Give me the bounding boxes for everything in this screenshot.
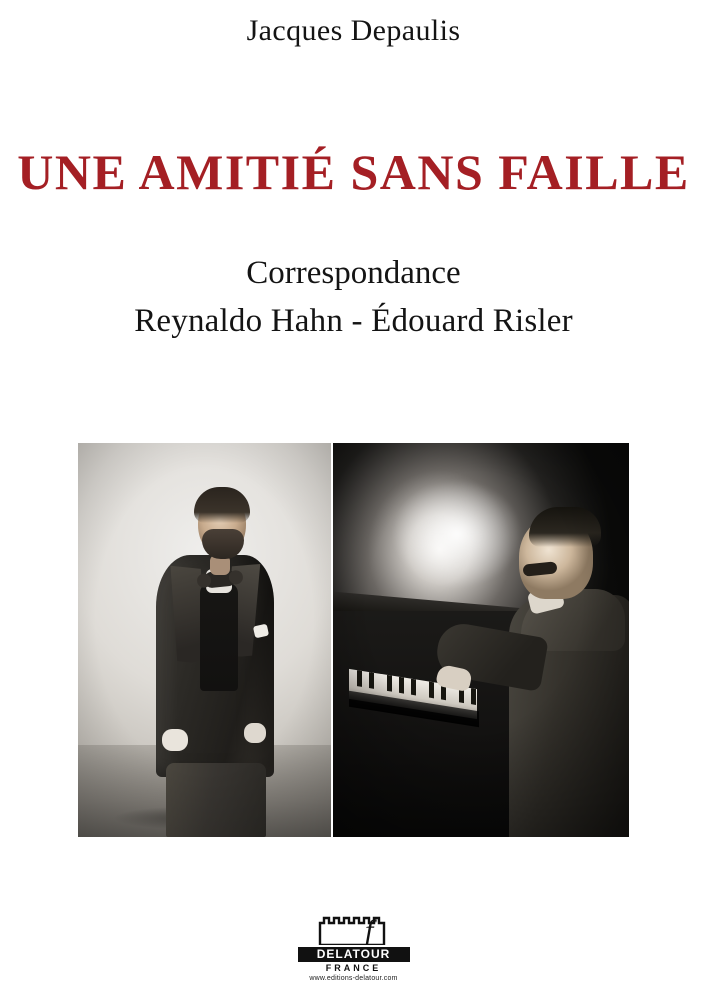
photo-pianist-at-piano [333, 443, 629, 837]
publisher-country: FRANCE [325, 963, 382, 973]
photo-vignette [78, 443, 331, 837]
cover-photographs [78, 443, 629, 837]
subtitle-line-1: Correspondance [246, 255, 461, 291]
publisher-logo [0, 909, 707, 982]
svg-text:f: f [364, 914, 373, 945]
book-title: UNE AMITIÉ SANS FAILLE [17, 144, 690, 200]
publisher-url[interactable]: www.editions-delatour.com [309, 975, 398, 982]
publisher-name: DELATOUR [298, 947, 410, 962]
delatour-castle-icon [306, 909, 402, 945]
photo-vignette [333, 443, 629, 837]
subtitle-line-2: Reynaldo Hahn - Édouard Risler [134, 302, 573, 339]
book-subtitle [0, 252, 707, 344]
author-name: Jacques Depaulis [246, 14, 461, 47]
photo-portrait-standing-man [78, 443, 331, 837]
